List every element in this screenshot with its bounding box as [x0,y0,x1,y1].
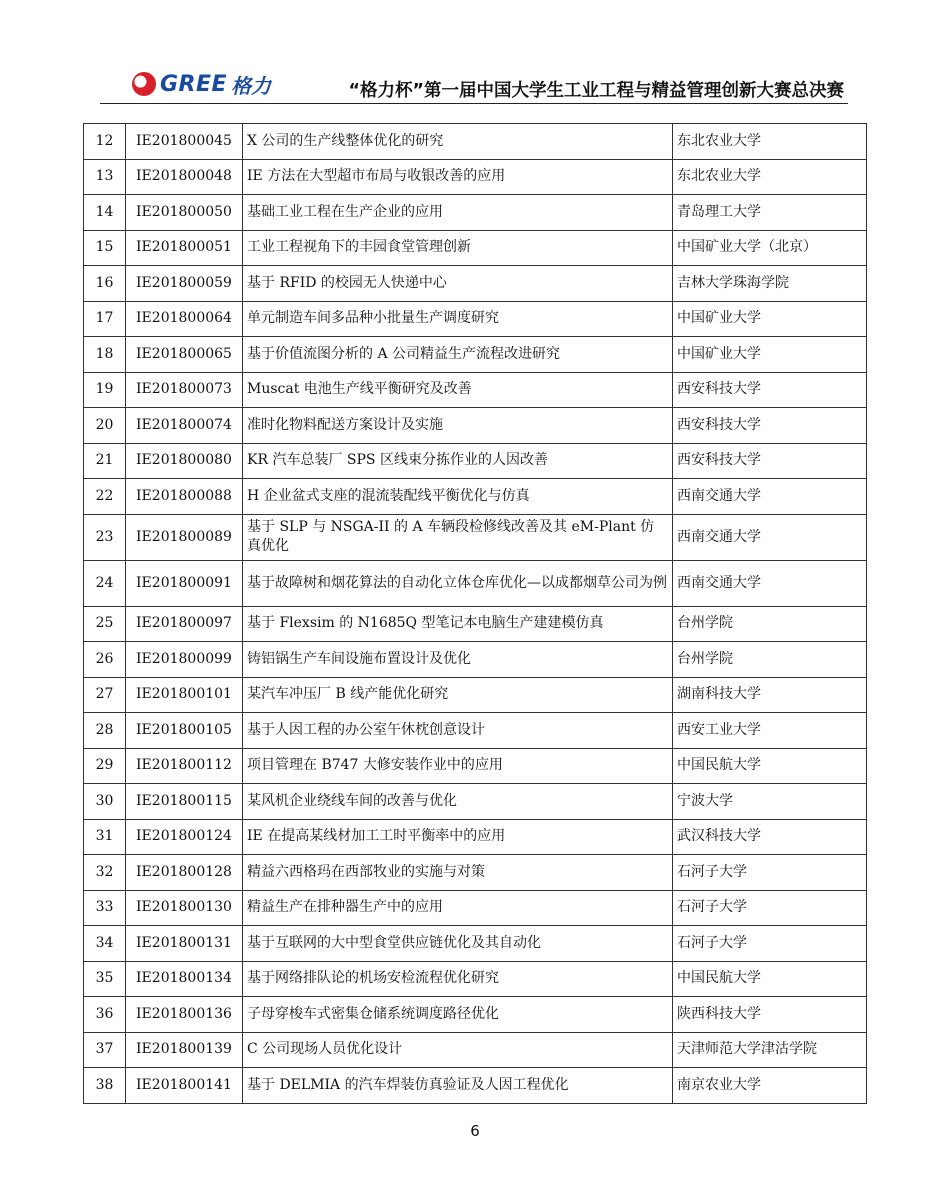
table-row [84,514,867,560]
school-name: 台州学院 [673,642,867,678]
row-number: 28 [84,713,126,749]
school-name: 西安科技大学 [673,372,867,408]
table-row [84,266,867,302]
table-row [84,855,867,891]
row-number: 35 [84,961,126,997]
table-row [84,443,867,479]
table-row [84,560,867,606]
school-name: 西南交通大学 [673,560,867,606]
school-name: 湖南科技大学 [673,677,867,713]
entry-id: IE201800059 [126,266,243,302]
gree-swirl-icon [132,72,156,96]
row-number: 19 [84,372,126,408]
row-number: 15 [84,230,126,266]
row-number: 23 [84,514,126,560]
row-number: 24 [84,560,126,606]
row-number: 29 [84,748,126,784]
entry-title: IE 在提高某线材加工工时平衡率中的应用 [243,819,673,855]
entry-id: IE201800128 [126,855,243,891]
table-row [84,961,867,997]
table-row [84,195,867,231]
table-row [84,1068,867,1104]
table-row [84,677,867,713]
entry-title: 某风机企业绕线车间的改善与优化 [243,784,673,820]
entry-id: IE201800105 [126,713,243,749]
entry-title: 基于 SLP 与 NSGA-II 的 A 车辆段检修线改善及其 eM-Plant 仿真优化 [243,514,673,560]
entry-title: 精益生产在排种器生产中的应用 [243,890,673,926]
row-number: 25 [84,606,126,642]
school-name: 东北农业大学 [673,124,867,160]
table-row [84,1032,867,1068]
entry-title: 基于网络排队论的机场安检流程优化研究 [243,961,673,997]
row-number: 14 [84,195,126,231]
entry-title: 精益六西格玛在西部牧业的实施与对策 [243,855,673,891]
row-number: 22 [84,479,126,515]
school-name: 中国民航大学 [673,748,867,784]
entry-title: 工业工程视角下的丰园食堂管理创新 [243,230,673,266]
row-number: 18 [84,337,126,373]
page-number: 6 [470,1122,480,1140]
school-name: 台州学院 [673,606,867,642]
school-name: 中国矿业大学 [673,337,867,373]
entry-id: IE201800050 [126,195,243,231]
table-row [84,479,867,515]
school-name: 西安科技大学 [673,443,867,479]
school-name: 东北农业大学 [673,159,867,195]
table-row [84,606,867,642]
row-number: 36 [84,997,126,1033]
entry-id: IE201800089 [126,514,243,560]
entry-id: IE201800064 [126,301,243,337]
entry-title: 基于人因工程的办公室午休枕创意设计 [243,713,673,749]
entry-id: IE201800073 [126,372,243,408]
entry-id: IE201800097 [126,606,243,642]
entry-title: H 企业盆式支座的混流装配线平衡优化与仿真 [243,479,673,515]
entry-id: IE201800141 [126,1068,243,1104]
school-name: 石河子大学 [673,855,867,891]
school-name: 西南交通大学 [673,514,867,560]
school-name: 青岛理工大学 [673,195,867,231]
row-number: 21 [84,443,126,479]
entry-title: 基于互联网的大中型食堂供应链优化及其自动化 [243,926,673,962]
entry-title: 基于 DELMIA 的汽车焊装仿真验证及人因工程优化 [243,1068,673,1104]
school-name: 天津师范大学津沽学院 [673,1032,867,1068]
row-number: 33 [84,890,126,926]
table-row [84,159,867,195]
table-row [84,748,867,784]
entry-title: 子母穿梭车式密集仓储系统调度路径优化 [243,997,673,1033]
entry-id: IE201800091 [126,560,243,606]
row-number: 34 [84,926,126,962]
table-row [84,997,867,1033]
table-row [84,372,867,408]
entry-id: IE201800051 [126,230,243,266]
school-name: 西安科技大学 [673,408,867,444]
school-name: 中国矿业大学（北京） [673,230,867,266]
row-number: 37 [84,1032,126,1068]
row-number: 17 [84,301,126,337]
entry-title: 基于 Flexsim 的 N1685Q 型笔记本电脑生产建建模仿真 [243,606,673,642]
entry-id: IE201800101 [126,677,243,713]
entry-title: KR 汽车总装厂 SPS 区线束分拣作业的人因改善 [243,443,673,479]
table-row [84,337,867,373]
table-row [84,819,867,855]
entry-title: 基于 RFID 的校园无人快递中心 [243,266,673,302]
row-number: 27 [84,677,126,713]
row-number: 38 [84,1068,126,1104]
table-row [84,301,867,337]
entry-id: IE201800074 [126,408,243,444]
entry-title: 基于故障树和烟花算法的自动化立体仓库优化—以成都烟草公司为例 [243,560,673,606]
table-row [84,890,867,926]
table-row [84,408,867,444]
row-number: 12 [84,124,126,160]
row-number: 31 [84,819,126,855]
table-row [84,784,867,820]
row-number: 32 [84,855,126,891]
row-number: 26 [84,642,126,678]
entry-id: IE201800115 [126,784,243,820]
entry-title: IE 方法在大型超市布局与收银改善的应用 [243,159,673,195]
row-number: 13 [84,159,126,195]
entry-id: IE201800131 [126,926,243,962]
school-name: 南京农业大学 [673,1068,867,1104]
entry-title: 准时化物料配送方案设计及实施 [243,408,673,444]
school-name: 武汉科技大学 [673,819,867,855]
header-title: “格力杯”第一届中国大学生工业工程与精益管理创新大赛总决赛 [348,81,844,101]
entry-id: IE201800080 [126,443,243,479]
school-name: 宁波大学 [673,784,867,820]
table-row [84,926,867,962]
school-name: 中国矿业大学 [673,301,867,337]
gree-logo [132,70,271,98]
entry-id: IE201800045 [126,124,243,160]
logo-text: GREE [160,71,228,97]
school-name: 吉林大学珠海学院 [673,266,867,302]
school-name: 西南交通大学 [673,479,867,515]
table-row [84,713,867,749]
logo-cn-text: 格力 [231,73,272,98]
entry-id: IE201800112 [126,748,243,784]
school-name: 西安工业大学 [673,713,867,749]
entry-title: 某汽车冲压厂 B 线产能优化研究 [243,677,673,713]
entry-id: IE201800124 [126,819,243,855]
entry-title: 基础工业工程在生产企业的应用 [243,195,673,231]
entry-id: IE201800136 [126,997,243,1033]
entry-id: IE201800139 [126,1032,243,1068]
entry-title: 铸铝锅生产车间设施布置设计及优化 [243,642,673,678]
header-divider [100,103,848,104]
row-number: 20 [84,408,126,444]
entry-id: IE201800065 [126,337,243,373]
table-row [84,230,867,266]
entry-id: IE201800048 [126,159,243,195]
entry-title: C 公司现场人员优化设计 [243,1032,673,1068]
entry-id: IE201800134 [126,961,243,997]
entry-title: 单元制造车间多品种小批量生产调度研究 [243,301,673,337]
entry-title: 项目管理在 B747 大修安装作业中的应用 [243,748,673,784]
school-name: 陕西科技大学 [673,997,867,1033]
row-number: 16 [84,266,126,302]
entry-title: 基于价值流图分析的 A 公司精益生产流程改进研究 [243,337,673,373]
entry-id: IE201800088 [126,479,243,515]
entry-id: IE201800130 [126,890,243,926]
school-name: 石河子大学 [673,890,867,926]
school-name: 石河子大学 [673,926,867,962]
school-name: 中国民航大学 [673,961,867,997]
entry-title: Muscat 电池生产线平衡研究及改善 [243,372,673,408]
row-number: 30 [84,784,126,820]
entry-title: X 公司的生产线整体优化的研究 [243,124,673,160]
table-body [84,124,867,1104]
table-row [84,642,867,678]
table-row [84,124,867,160]
entry-id: IE201800099 [126,642,243,678]
results-table [83,123,867,1104]
page-header [100,68,848,100]
